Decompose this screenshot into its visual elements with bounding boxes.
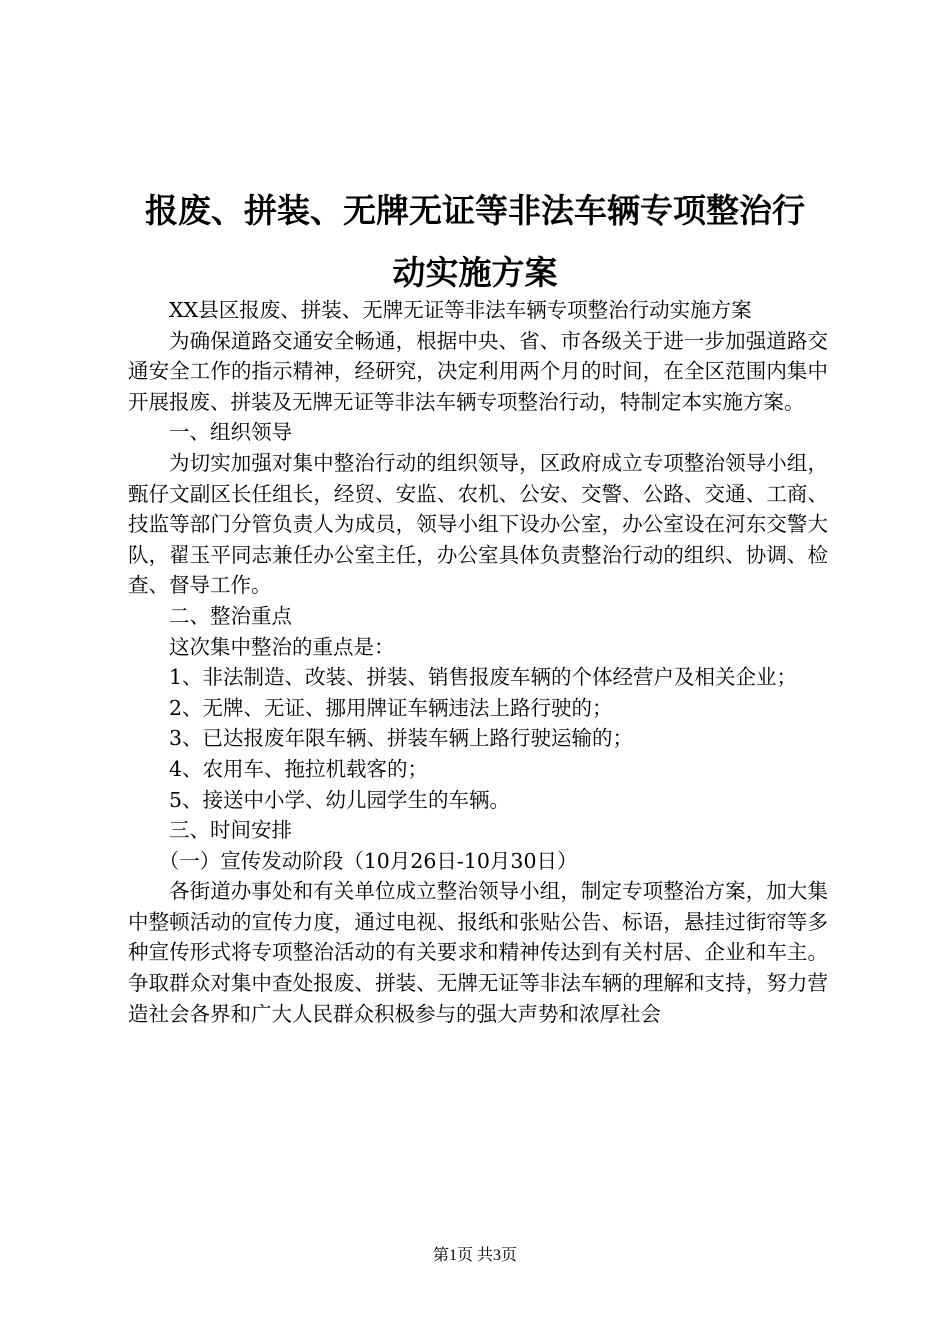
page-footer: 第1页 共3页	[432, 1247, 517, 1264]
organization-paragraph: 为切实加强对集中整治行动的组织领导，区政府成立专项整治领导小组，甄仔文副区长任组长，经贸、安监、农机、公安、交警、公路、交通、工商、技监等部门分管负责人为成员，领导小组下设办公室，办公室设在河东交警大队，翟玉平同志兼任办公室主任，办公室具体负责整治行动的组织、协调、检查、督导工作。	[128, 450, 828, 598]
document-title	[120, 180, 830, 304]
section-heading-focus: 二、整治重点	[169, 603, 292, 628]
subtitle-paragraph: XX县区报废、拼装、无牌无证等非法车辆专项整治行动实施方案	[169, 298, 752, 322]
focus-item-4: 4、农用车、拖拉机载客的；	[169, 756, 429, 781]
focus-item-5: 5、接送中小学、幼儿园学生的车辆。	[169, 787, 511, 812]
section-heading-schedule: 三、时间安排	[169, 818, 292, 843]
focus-item-3: 3、已达报废年限车辆、拼装车辆上路行驶运输的；	[169, 726, 634, 751]
focus-item-1: 1、非法制造、改装、拼装、销售报废车辆的个体经营户及相关企业；	[169, 665, 798, 690]
section-heading-organization: 一、组织领导	[169, 420, 292, 445]
focus-intro: 这次集中整治的重点是：	[169, 634, 395, 659]
title-line-1: 报废、拼装、无牌无证等非法车辆专项整治行	[145, 191, 805, 230]
title-line-2: 动实施方案	[392, 253, 558, 292]
schedule-phase-1-paragraph: 各街道办事处和有关单位成立整治领导小组，制定专项整治方案，加大集中整顿活动的宣传力度，通过电视、报纸和张贴公告、标语，悬挂过街帘等多种宣传形式将专项整治活动的有关要求和精神传达到有关村居、企业和车主。争取群众对集中查处报废、拼装、无牌无证等非法车辆的理解和支持，努力营造社会各界和广大人民群众积极参与的强大声势和浓厚社会	[128, 879, 828, 1026]
intro-paragraph: 为确保道路交通安全畅通，根据中央、省、市各级关于进一步加强道路交通安全工作的指示精神，经研究，决定利用两个月的时间，在全区范围内集中开展报废、拼装及无牌无证等非法车辆专项整治行动，特制定本实施方案。	[128, 328, 828, 414]
focus-item-2: 2、无牌、无证、挪用牌证车辆违法上路行驶的；	[169, 695, 613, 720]
schedule-phase-1-heading: （一）宣传发动阶段（10月26日-10月30日）	[158, 848, 578, 873]
document-body	[128, 295, 828, 1029]
